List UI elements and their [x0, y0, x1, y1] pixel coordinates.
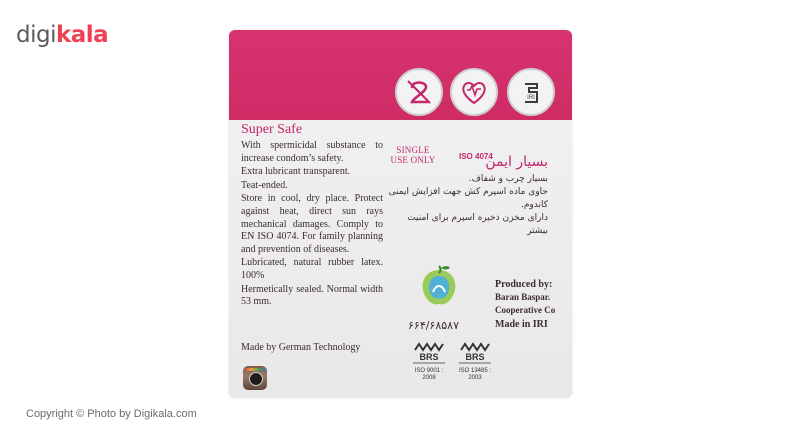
iso-heart-icon: [450, 68, 498, 116]
title-english: Super Safe: [241, 122, 303, 137]
single-use-label: SINGLE USE ONLY: [390, 145, 436, 165]
iso-label: ISO 4074: [459, 152, 493, 161]
brand-part-2: kala: [55, 22, 109, 48]
iso-mark-icon: [507, 68, 555, 116]
brs-iso-label: ISO 13485 : 2003: [458, 368, 492, 381]
brs-top-label: BRS: [419, 352, 439, 362]
brs-badge: [455, 340, 495, 381]
svg-text:IRI: IRI: [527, 95, 535, 101]
organization-caption: [413, 311, 465, 317]
en-paragraph: Teat-ended.: [241, 179, 288, 191]
fa-line: حاوی ماده اسپرم کش جهت افزایش ایمنی کاندوم.: [388, 187, 548, 210]
persian-description: [388, 173, 548, 238]
copyright-text: Copyright © Photo by Digikala.com: [26, 408, 197, 420]
en-paragraph: With spermicidal substance to increase condom’s safety.: [241, 140, 383, 164]
producer-name-line1: Baran Baspar.: [495, 292, 551, 302]
made-in: Made in IRI: [495, 319, 548, 330]
brs-cert-icon: [409, 340, 449, 368]
no-reuse-2-icon: [395, 68, 443, 116]
english-description: [241, 140, 383, 310]
brs-top-label: BRS: [465, 352, 485, 362]
food-drug-organization-logo-icon: [414, 262, 464, 312]
product-package: [229, 30, 572, 398]
title-persian: بسیار ایمن: [485, 154, 548, 170]
fa-line: دارای مخزن ذخیره اسپرم برای امنیت بیشتر: [407, 213, 548, 236]
producer-info: [495, 278, 555, 331]
made-by-german-tech: Made by German Technology: [241, 342, 361, 353]
en-paragraph: Extra lubricant transparent.: [241, 166, 351, 178]
en-paragraph: Hermetically sealed. Normal width 53 mm.: [241, 283, 383, 308]
brand-part-1: digi: [16, 22, 56, 48]
en-paragraph: Lubricated, natural rubber latex. 100%: [241, 257, 383, 281]
producer-label: Produced by:: [495, 279, 553, 290]
registration-number: ۶۶۴/۶۸۵۸۷: [408, 319, 459, 332]
brs-badge: [409, 340, 449, 381]
instagram-icon: [243, 366, 267, 390]
brs-cert-icon: [455, 340, 495, 368]
brs-iso-label: ISO 9001 : 2008: [414, 368, 444, 381]
fa-line: بسیار چرب و شفاف.: [468, 174, 548, 184]
digikala-logo[interactable]: [16, 22, 108, 48]
producer-name-line2: Cooperative Co: [495, 305, 556, 315]
en-paragraph: Store in cool, dry place. Protect against heat, direct sun rays mechanical damages. Comply to EN ISO 4074. For family planning and prevention of diseases.: [241, 193, 383, 255]
